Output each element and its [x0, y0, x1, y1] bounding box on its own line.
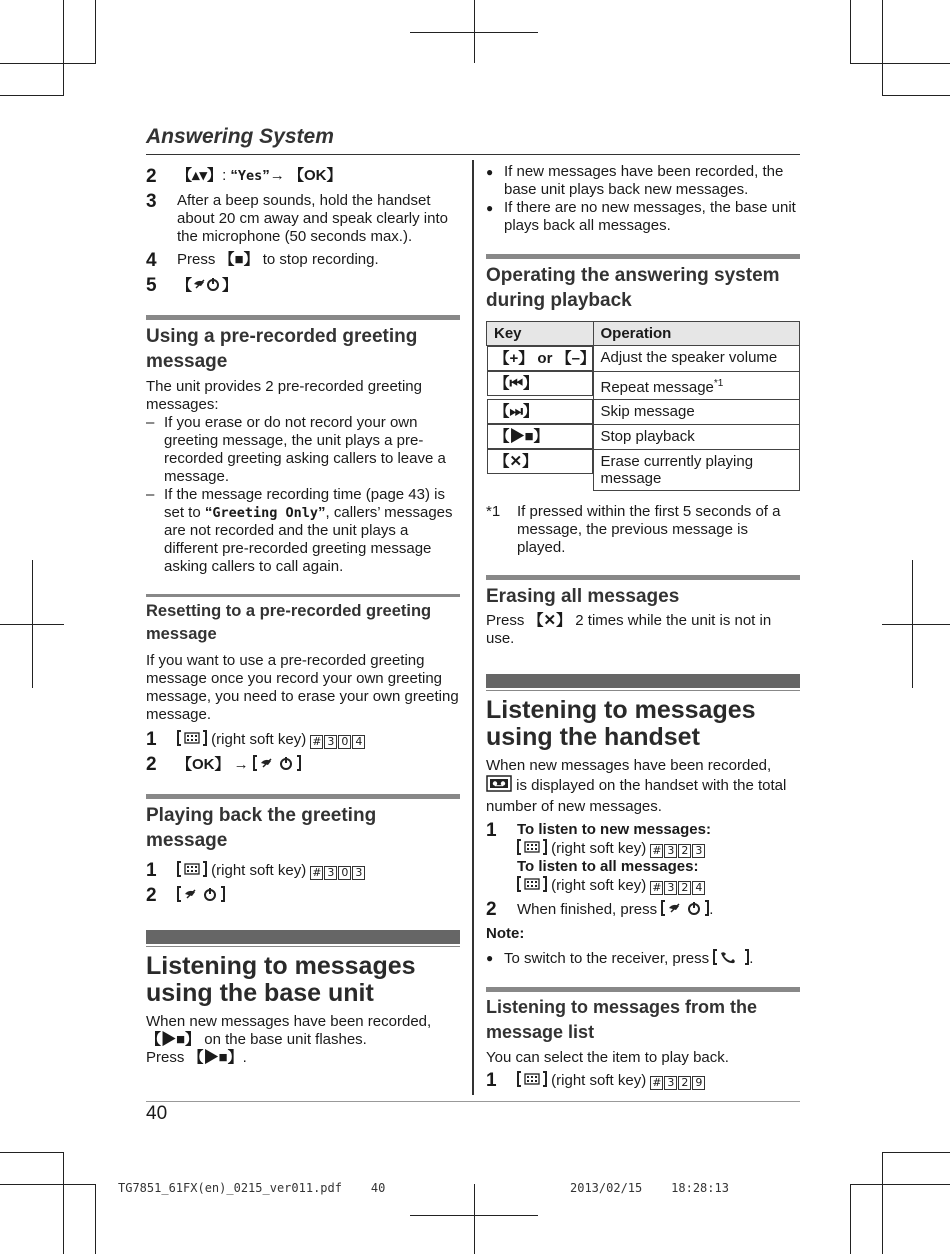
section-title-handset: Listening to messages using the handset	[486, 695, 756, 751]
section-divider	[146, 794, 460, 799]
crop-mark	[882, 0, 883, 96]
menu-key-icon	[517, 1071, 547, 1087]
step-finish: 2 When finished, press .	[486, 898, 714, 920]
code-key: #	[652, 1075, 662, 1089]
left-column	[146, 167, 460, 1067]
code-key: 3	[664, 844, 677, 858]
step-number: 1	[486, 1069, 497, 1091]
code-key: 3	[664, 1076, 677, 1090]
crop-mark	[882, 1152, 950, 1153]
pre-recorded-intro: The unit provides 2 pre-recorded greeting messages:	[146, 378, 422, 413]
page-header-title: Answering System	[146, 125, 334, 148]
step-open-menu: 1 (right soft key) # 3 0 3	[146, 861, 460, 881]
play-stop-key: 【▶■】	[188, 1049, 243, 1066]
step-number: 2	[146, 754, 157, 775]
menu-key-icon	[517, 876, 547, 892]
crop-mark	[0, 63, 96, 64]
table-header: Key	[487, 322, 594, 346]
crop-mark	[474, 1184, 475, 1254]
code-key: #	[652, 880, 662, 894]
erase-key: 【✕】	[528, 611, 572, 629]
operation-cell: Adjust the speaker volume	[593, 346, 800, 372]
section-divider	[486, 254, 800, 259]
code-key: 2	[678, 844, 691, 858]
crop-mark	[882, 95, 950, 96]
code-key: 0	[338, 866, 351, 880]
list-item: ● To switch to the receiver, press .	[486, 949, 754, 967]
crop-mark	[882, 1152, 883, 1254]
list-item: – If you erase or do not record your own greeting message, the unit plays a pre-recorded greeting asking callers to leave a message.	[146, 414, 446, 485]
print-timestamp: 2013/02/15 18:28:13	[570, 1181, 729, 1195]
footer-rule	[146, 1101, 800, 1102]
table-row	[487, 399, 800, 424]
menu-key-icon	[517, 839, 547, 855]
step-select-yes: 2 【▴▾】: “Yes”→ 【OK】	[146, 166, 342, 187]
step-stop-recording: 4 Press 【■】 to stop recording.	[146, 250, 379, 271]
step-number: 1	[486, 819, 497, 841]
step-number: 2	[486, 898, 497, 920]
code-key: 4	[692, 881, 705, 895]
list-item: – If the message recording time (page 43) is set to “Greeting Only”, callers’ messages are not recorded and the unit plays a different pre-recorded greeting message asking callers to call again.	[146, 486, 453, 575]
step-off: 5 【 】	[146, 275, 238, 296]
crop-mark	[0, 1152, 64, 1153]
page-number: 40	[146, 1103, 168, 1124]
step-record: 3 After a beep sounds, hold the handset about 20 cm away and speak clearly into the microphone (50 seconds max.).	[146, 191, 448, 245]
off-power-icon	[661, 900, 709, 916]
code-key: #	[312, 735, 322, 748]
chapter-divider	[146, 930, 460, 944]
column-divider	[472, 160, 474, 1095]
menu-option-greeting-only: Greeting Only	[212, 505, 319, 521]
crop-mark	[882, 624, 950, 625]
key-cell: 【⏭】	[487, 399, 593, 424]
section-divider	[486, 575, 800, 580]
handset-intro-cont: is displayed on the handset with the total number of new messages.	[486, 776, 787, 815]
ok-key: 【OK】	[177, 756, 230, 773]
talk-receiver-icon	[713, 949, 749, 965]
message-list-intro: You can select the item to play back.	[486, 1048, 729, 1066]
list-item: ● If new messages have been recorded, the base unit plays back new messages.	[486, 163, 784, 198]
crop-mark	[0, 624, 64, 625]
section-title-base-unit: Listening to messages using the base unit	[146, 952, 416, 1007]
right-column	[486, 163, 800, 1096]
code-key: #	[312, 866, 322, 879]
code-key: 4	[352, 735, 365, 749]
code-key: 3	[324, 735, 337, 749]
menu-option-yes: Yes	[237, 168, 263, 184]
code-key: 3	[324, 866, 337, 880]
step-number: 2	[146, 885, 157, 906]
menu-key-icon	[177, 861, 207, 877]
menu-key-icon	[177, 730, 207, 746]
code-key: 2	[678, 881, 691, 895]
key-cell: 【▶■】	[487, 424, 593, 449]
list-item: ● If there are no new messages, the base unit plays back all messages.	[486, 199, 796, 234]
handset-intro: When new messages have been recorded,	[486, 756, 772, 774]
footnote-ref: *1	[713, 377, 724, 389]
section-title-pre-recorded: Using a pre-recorded greeting message	[146, 326, 418, 372]
operations-table	[486, 321, 800, 491]
crop-mark	[0, 95, 64, 96]
off-power-icon	[192, 276, 222, 292]
code-key: 3	[352, 866, 365, 880]
table-row	[487, 424, 800, 449]
section-title-resetting: Resetting to a pre-recorded greeting message	[146, 602, 432, 643]
base-unit-line3: Press 【▶■】.	[146, 1049, 247, 1066]
step-number: 4	[146, 250, 157, 271]
erasing-text: Press 【✕】 2 times while the unit is not in use.	[486, 611, 772, 647]
section-divider	[146, 315, 460, 320]
base-unit-line2: 【▶■】 on the base unit flashes.	[146, 1031, 367, 1048]
table-header-row	[487, 322, 800, 346]
resetting-intro: If you want to use a pre-recorded greeting message once you record your own greeting message, you need to erase your own greeting message.	[146, 652, 459, 723]
chapter-divider	[486, 674, 800, 688]
step-open-menu: 1 (right soft key) # 3 2 9	[486, 1071, 800, 1091]
table-row	[487, 346, 800, 372]
section-divider	[486, 987, 800, 992]
off-power-icon	[253, 755, 301, 771]
step-listen: 1 To listen to new messages: (right soft key) # 3 2 3 To listen to all messages: (right soft key) # 3 2 4	[486, 819, 711, 894]
stop-key: 【■】	[219, 251, 259, 268]
crop-mark	[850, 1184, 950, 1185]
footnote: *1 If pressed within the first 5 seconds of a message, the previous message is played.	[486, 502, 781, 556]
header-rule	[146, 154, 800, 155]
crop-mark	[95, 0, 96, 63]
operation-cell: Skip message	[593, 399, 800, 424]
crop-mark	[850, 1184, 851, 1254]
step-number: 5	[146, 275, 157, 296]
crop-mark	[95, 1184, 96, 1254]
step-number: 1	[146, 729, 157, 750]
crop-mark	[410, 32, 538, 33]
step-off	[146, 886, 460, 906]
step-number: 1	[146, 860, 157, 881]
key-cell: 【+】 or 【–】	[487, 346, 593, 371]
code-key: 0	[338, 735, 351, 749]
step-number: 3	[146, 191, 157, 212]
section-title-operating: Operating the answering system during playback	[486, 265, 780, 311]
label-all-messages: To listen to all messages:	[517, 857, 699, 875]
code-key: 3	[692, 844, 705, 858]
crop-mark	[0, 1184, 96, 1185]
note-label: Note:	[486, 924, 525, 942]
play-stop-key: 【▶■】	[146, 1031, 201, 1048]
section-title-erasing: Erasing all messages	[486, 585, 680, 607]
section-title-message-list: Listening to messages from the message list	[486, 996, 758, 1042]
crop-mark	[850, 63, 950, 64]
table-row	[487, 371, 800, 399]
crop-mark	[410, 1215, 538, 1216]
code-key: 2	[678, 1076, 691, 1090]
ok-key: 【OK】	[288, 167, 342, 184]
code-key: 9	[692, 1076, 705, 1090]
code-key: #	[652, 843, 662, 857]
operation-cell: Repeat message$^{*1}$	[593, 371, 800, 399]
chapter-divider-thin	[486, 690, 800, 691]
step-confirm: 2 【OK】 →	[146, 755, 460, 775]
base-unit-intro: When new messages have been recorded,	[146, 1013, 432, 1030]
step-open-menu: 1 (right soft key) # 3 0 4	[146, 730, 460, 750]
step-number: 2	[146, 166, 157, 187]
key-cell: 【⏮】	[487, 371, 593, 396]
table-row	[487, 449, 800, 490]
crop-mark	[850, 0, 851, 63]
code-key: 3	[664, 881, 677, 895]
section-title-playing-back: Playing back the greeting message	[146, 805, 377, 851]
operation-cell: Stop playback	[593, 424, 800, 449]
print-file-info: TG7851_61FX(en)_0215_ver011.pdf 40	[118, 1181, 386, 1195]
crop-mark	[63, 0, 64, 96]
off-power-icon	[177, 886, 225, 902]
chapter-divider-thin	[146, 946, 460, 947]
key-cell: 【✕】	[487, 449, 593, 474]
table-header: Operation	[593, 322, 800, 346]
section-divider	[146, 594, 460, 597]
answering-machine-icon	[486, 775, 512, 792]
crop-mark	[63, 1152, 64, 1254]
label-new-messages: To listen to new messages:	[517, 820, 711, 838]
up-down-key: 【▴▾】	[177, 167, 223, 184]
operation-cell: Erase currently playing message	[593, 449, 800, 490]
